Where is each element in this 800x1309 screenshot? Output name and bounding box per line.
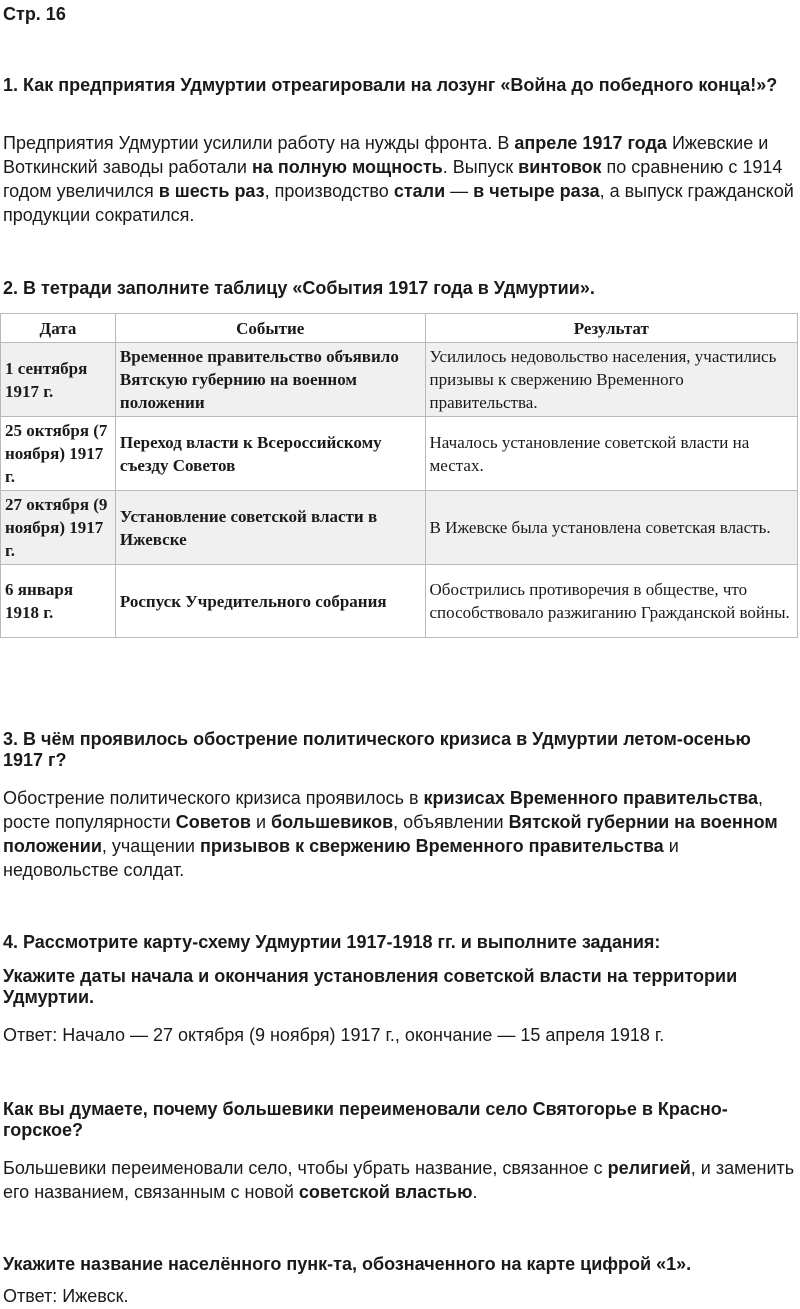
answer-3: Обострение политического кризиса проявилось в кризисах Временного правительства, росте популярности Советов и большевиков, объявлении Вятской губернии на военном положении, учащении призывов к свержению Временного правительства и недовольстве солдат.: [3, 788, 778, 880]
table-row: [1, 565, 798, 638]
row-event: Временное правительство объявило Вятскую губернию на военном положении: [115, 343, 425, 417]
answer-4-3: Ответ: Ижевск.: [3, 1286, 129, 1306]
task-4-1: Укажите даты начала и окончания установления советской власти на территории Удмуртии.: [3, 966, 738, 1007]
events-table: [0, 313, 798, 638]
row-event: Переход власти к Всероссийскому съезду Советов: [115, 417, 425, 491]
page-label: Стр. 16: [3, 4, 66, 24]
answer-4-2: Большевики переименовали село, чтобы убрать название, связанное с религией, и заменить его названием, связанным с новой советской властью.: [3, 1158, 795, 1202]
header-event: Событие: [115, 314, 425, 343]
row-date: 27 октября (9 ноября) 1917 г.: [1, 491, 116, 565]
table-row: [1, 491, 798, 565]
question-3: 3. В чём проявилось обострение политического кризиса в Удмуртии летом-осенью 1917 г?: [3, 729, 751, 770]
table-row: [1, 417, 798, 491]
row-result: Усилилось недовольство населения, участились призывы к свержению Временного правительства.: [425, 343, 797, 417]
header-date: Дата: [1, 314, 116, 343]
answer-4-1: Ответ: Начало — 27 октября (9 ноября) 1917 г., окончание — 15 апреля 1918 г.: [3, 1025, 665, 1045]
row-date: 25 октября (7 ноября) 1917 г.: [1, 417, 116, 491]
task-4-2: Как вы думаете, почему большевики переименовали село Святогорье в Красно-горское?: [3, 1099, 728, 1140]
answer-1: Предприятия Удмуртии усилили работу на нужды фронта. В апреле 1917 года Ижевские и Воткинский заводы работали на полную мощность. Выпуск винтовок по сравнению с 1914 годом увеличился в шесть раз, производство стали — в четыре раза, а выпуск гражданской продукции сократился.: [3, 133, 794, 225]
row-result: Началось установление советской власти на местах.: [425, 417, 797, 491]
row-result: В Ижевске была установлена советская власть.: [425, 491, 797, 565]
row-event: Установление советской власти в Ижевске: [115, 491, 425, 565]
row-result: Обострились противоречия в обществе, что способствовало разжиганию Гражданской войны.: [425, 565, 797, 638]
row-date: 1 сентября 1917 г.: [1, 343, 116, 417]
task-4-3: Укажите название населённого пунк-та, обозначенного на карте цифрой «1».: [3, 1254, 692, 1274]
row-date: 6 января 1918 г.: [1, 565, 116, 638]
row-event: Роспуск Учредительного собрания: [115, 565, 425, 638]
question-1: 1. Как предприятия Удмуртии отреагировали на лозунг «Война до победного конца!»?: [3, 75, 778, 95]
header-result: Результат: [425, 314, 797, 343]
table-header-row: [1, 314, 798, 343]
question-2: 2. В тетради заполните таблицу «События 1917 года в Удмуртии».: [3, 278, 595, 298]
table-row: [1, 343, 798, 417]
question-4: 4. Рассмотрите карту-схему Удмуртии 1917-1918 гг. и выполните задания:: [3, 932, 661, 952]
